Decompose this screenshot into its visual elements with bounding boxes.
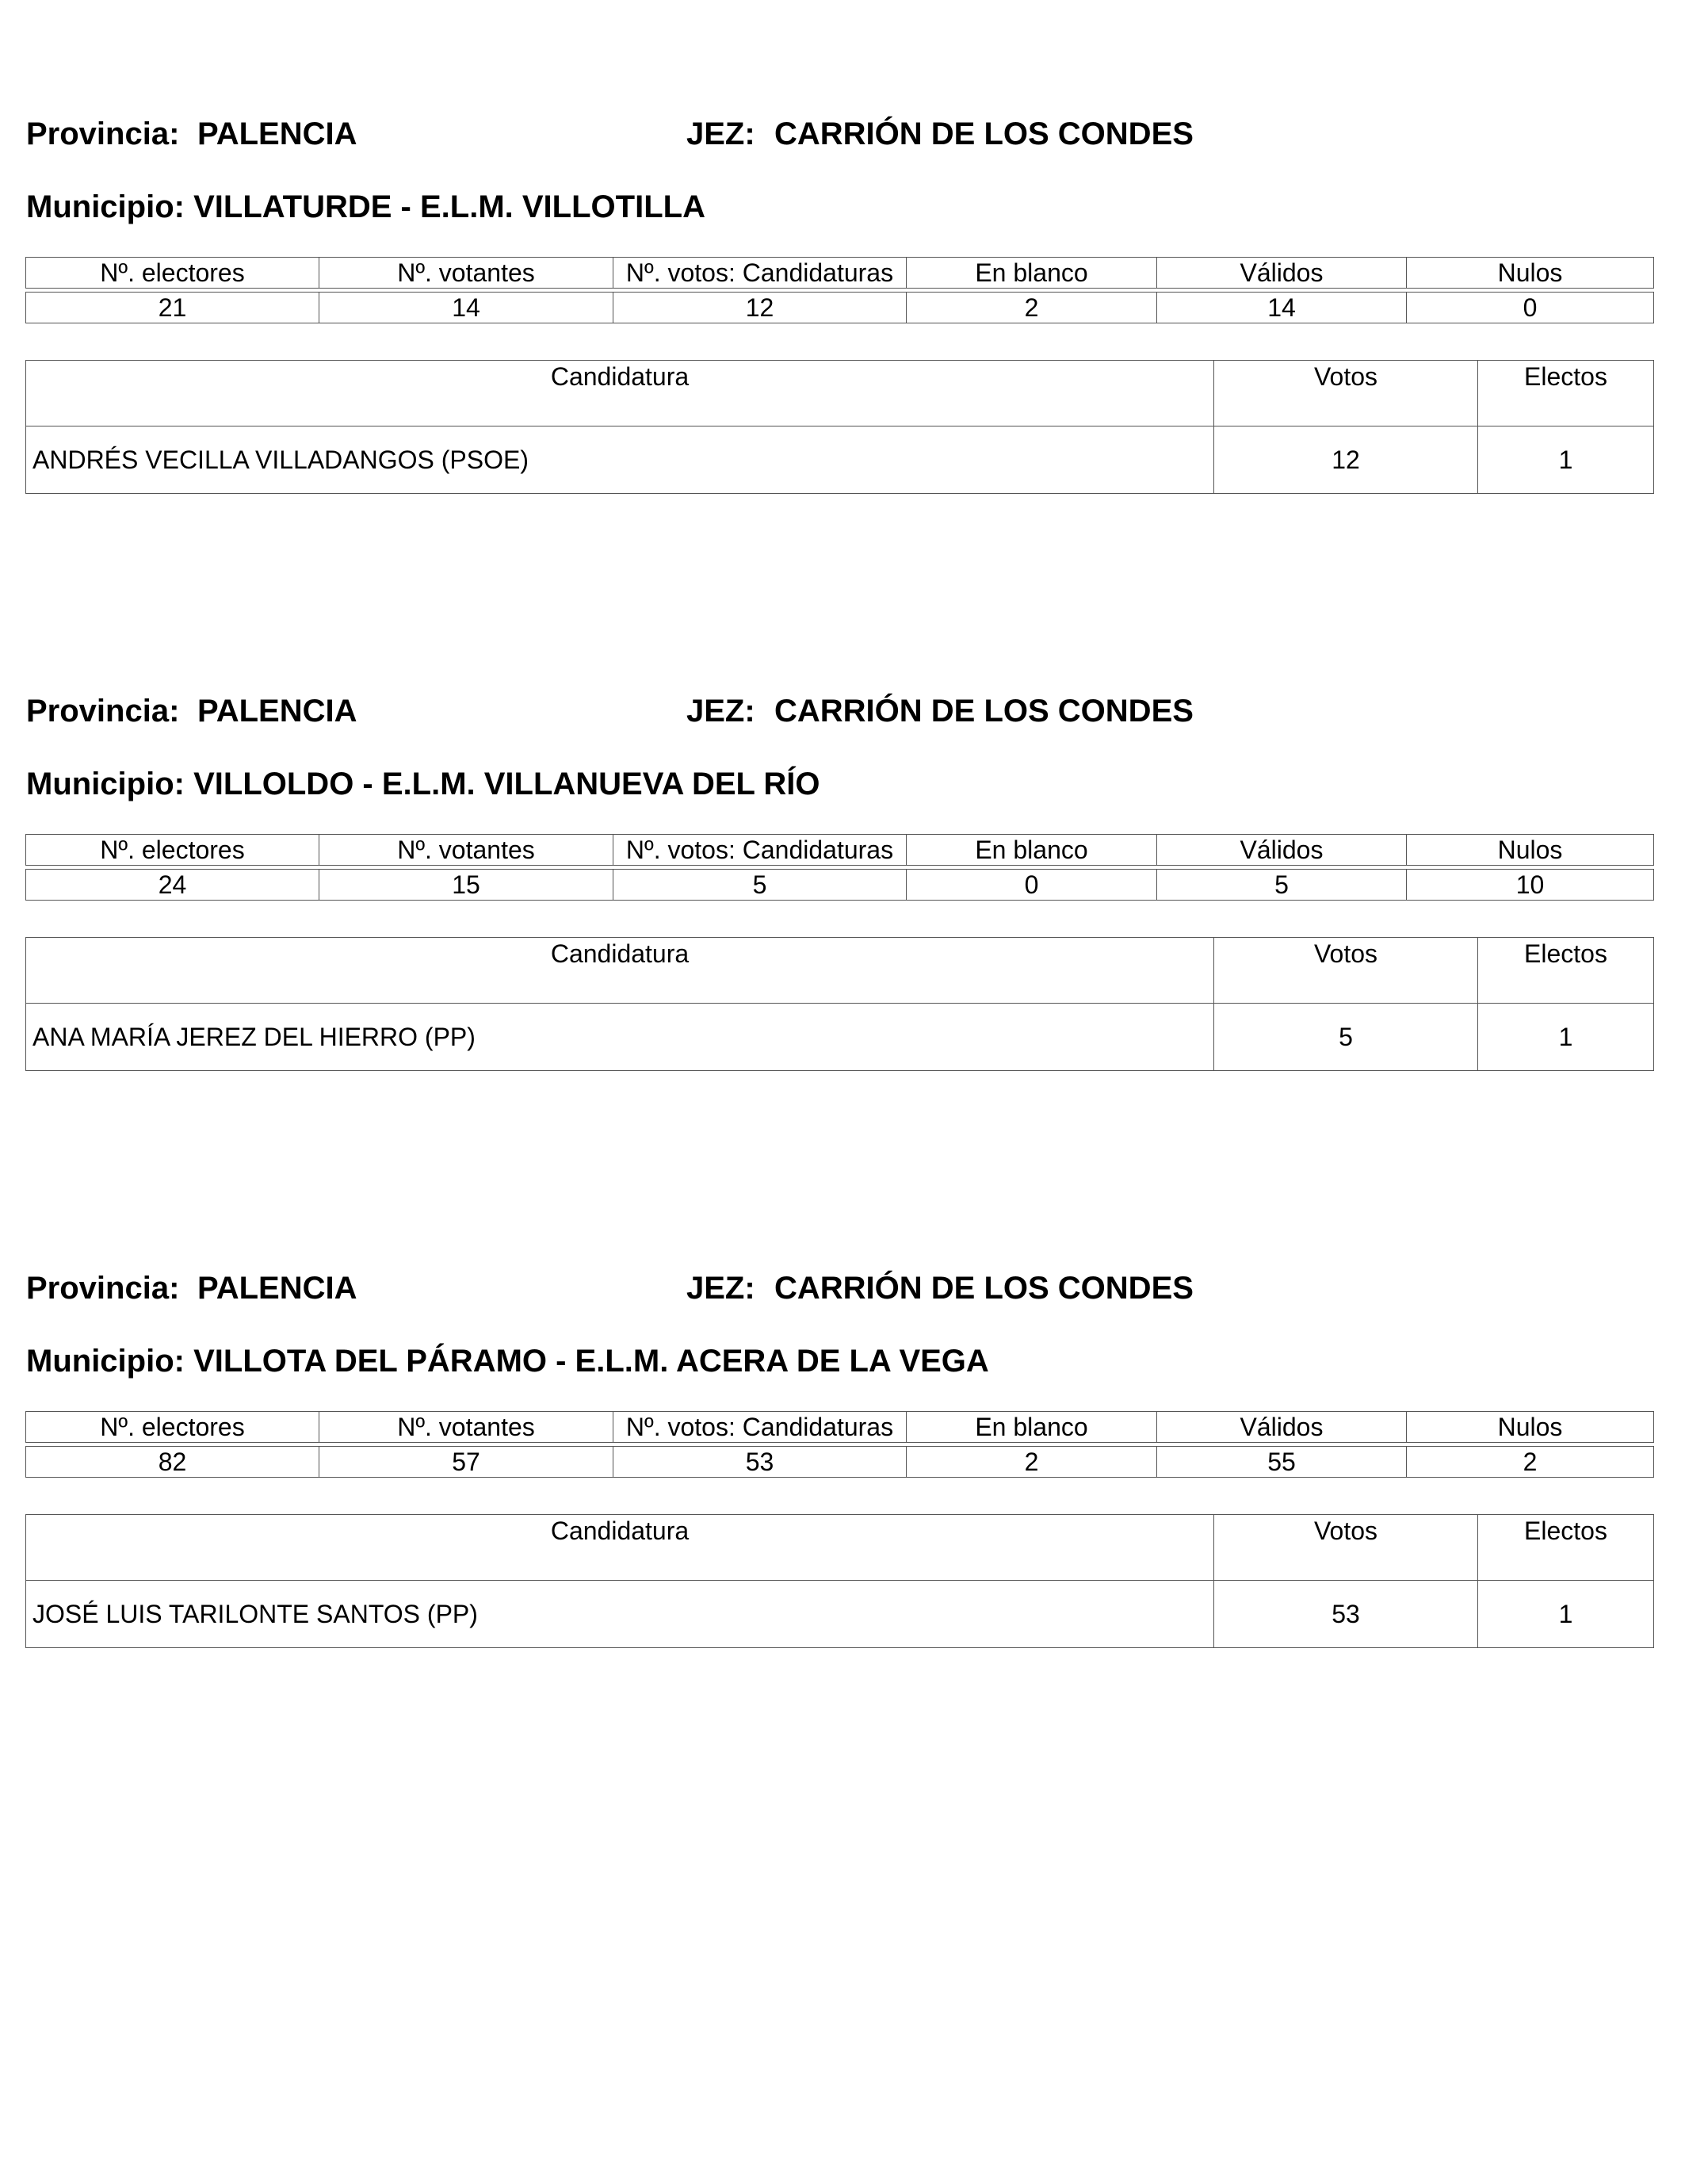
stats-header-cell: Nº. votantes bbox=[319, 1412, 613, 1443]
candidatura-table bbox=[25, 937, 1654, 1071]
stats-header-row bbox=[26, 835, 1654, 866]
stats-header-cell: Nº. electores bbox=[26, 258, 319, 289]
municipio-value: VILLOTA DEL PÁRAMO - E.L.M. ACERA DE LA VEGA bbox=[193, 1344, 989, 1379]
votos-header: Votos bbox=[1214, 361, 1478, 426]
provincia-value: PALENCIA bbox=[197, 117, 357, 151]
stats-header-cell: En blanco bbox=[907, 1412, 1157, 1443]
stats-value-cell: 0 bbox=[907, 870, 1157, 901]
candidatura-electos: 1 bbox=[1478, 1581, 1654, 1648]
stats-header-cell: Nº. electores bbox=[26, 1412, 319, 1443]
stats-value-cell: 2 bbox=[1407, 1447, 1654, 1478]
municipio-title bbox=[26, 1342, 989, 1380]
stats-header-cell: Nº. votos: Candidaturas bbox=[613, 1412, 907, 1443]
stats-value-cell: 53 bbox=[613, 1447, 907, 1478]
stats-header-row bbox=[26, 1412, 1654, 1443]
jez-value: CARRIÓN DE LOS CONDES bbox=[774, 1271, 1194, 1306]
candidatura-header-row bbox=[26, 361, 1654, 426]
candidatura-header: Candidatura bbox=[26, 938, 1214, 1004]
stats-header-cell: Nº. votantes bbox=[319, 258, 613, 289]
stats-value-cell: 14 bbox=[1157, 293, 1407, 323]
stats-value-cell: 0 bbox=[1407, 293, 1654, 323]
stats-header-row bbox=[26, 258, 1654, 289]
stats-header-cell: Válidos bbox=[1157, 1412, 1407, 1443]
stats-value-row bbox=[26, 293, 1654, 323]
stats-header-cell: Nulos bbox=[1407, 1412, 1654, 1443]
electos-header: Electos bbox=[1478, 361, 1654, 426]
stats-header-cell: En blanco bbox=[907, 258, 1157, 289]
stats-value-cell: 2 bbox=[907, 1447, 1157, 1478]
stats-value-cell: 12 bbox=[613, 293, 907, 323]
stats-value-row bbox=[26, 1447, 1654, 1478]
stats-value-cell: 14 bbox=[319, 293, 613, 323]
jez-label: JEZ: bbox=[686, 694, 755, 729]
electos-header: Electos bbox=[1478, 1515, 1654, 1581]
jez-value: CARRIÓN DE LOS CONDES bbox=[774, 117, 1194, 151]
municipio-value: VILLATURDE - E.L.M. VILLOTILLA bbox=[193, 189, 705, 224]
votos-header: Votos bbox=[1214, 1515, 1478, 1581]
electos-header: Electos bbox=[1478, 938, 1654, 1004]
candidatura-row bbox=[26, 426, 1654, 494]
jez-label: JEZ: bbox=[686, 1271, 755, 1306]
stats-value-cell: 2 bbox=[907, 293, 1157, 323]
provincia-value: PALENCIA bbox=[197, 694, 357, 729]
jez-label: JEZ: bbox=[686, 117, 755, 151]
candidatura-row bbox=[26, 1004, 1654, 1071]
candidatura-votos: 5 bbox=[1214, 1004, 1478, 1071]
stats-value-cell: 21 bbox=[26, 293, 319, 323]
votos-header: Votos bbox=[1214, 938, 1478, 1004]
stats-header-cell: Válidos bbox=[1157, 258, 1407, 289]
candidatura-header: Candidatura bbox=[26, 361, 1214, 426]
stats-header-cell: Nulos bbox=[1407, 258, 1654, 289]
candidatura-table bbox=[25, 1514, 1654, 1648]
municipio-label: Municipio: bbox=[26, 767, 185, 801]
candidatura-header-row bbox=[26, 938, 1654, 1004]
candidatura-name: ANDRÉS VECILLA VILLADANGOS (PSOE) bbox=[26, 426, 1214, 494]
candidatura-header-row bbox=[26, 1515, 1654, 1581]
municipio-title bbox=[26, 188, 705, 226]
candidatura-name: ANA MARÍA JEREZ DEL HIERRO (PP) bbox=[26, 1004, 1214, 1071]
stats-header-cell: Nº. votos: Candidaturas bbox=[613, 835, 907, 866]
stats-header-cell: Nº. votantes bbox=[319, 835, 613, 866]
provincia-label: Provincia: bbox=[26, 117, 180, 151]
provincia-label: Provincia: bbox=[26, 694, 180, 729]
candidatura-table bbox=[25, 360, 1654, 494]
candidatura-votos: 12 bbox=[1214, 426, 1478, 494]
municipio-title bbox=[26, 765, 820, 803]
stats-value-cell: 10 bbox=[1407, 870, 1654, 901]
stats-value-cell: 15 bbox=[319, 870, 613, 901]
jez-value: CARRIÓN DE LOS CONDES bbox=[774, 694, 1194, 729]
municipio-label: Municipio: bbox=[26, 189, 185, 224]
stats-value-cell: 55 bbox=[1157, 1447, 1407, 1478]
provincia-value: PALENCIA bbox=[197, 1271, 357, 1306]
candidatura-electos: 1 bbox=[1478, 1004, 1654, 1071]
stats-value-row bbox=[26, 870, 1654, 901]
candidatura-header: Candidatura bbox=[26, 1515, 1214, 1581]
stats-header-cell: En blanco bbox=[907, 835, 1157, 866]
candidatura-name: JOSÉ LUIS TARILONTE SANTOS (PP) bbox=[26, 1581, 1214, 1648]
municipio-value: VILLOLDO - E.L.M. VILLANUEVA DEL RÍO bbox=[193, 767, 820, 801]
stats-table bbox=[25, 834, 1654, 901]
municipio-label: Municipio: bbox=[26, 1344, 185, 1379]
stats-header-cell: Nº. electores bbox=[26, 835, 319, 866]
stats-value-cell: 5 bbox=[613, 870, 907, 901]
stats-value-cell: 5 bbox=[1157, 870, 1407, 901]
stats-value-cell: 82 bbox=[26, 1447, 319, 1478]
stats-value-cell: 57 bbox=[319, 1447, 613, 1478]
stats-value-cell: 24 bbox=[26, 870, 319, 901]
candidatura-row bbox=[26, 1581, 1654, 1648]
stats-table bbox=[25, 257, 1654, 323]
stats-header-cell: Válidos bbox=[1157, 835, 1407, 866]
provincia-label: Provincia: bbox=[26, 1271, 180, 1306]
candidatura-electos: 1 bbox=[1478, 426, 1654, 494]
stats-header-cell: Nº. votos: Candidaturas bbox=[613, 258, 907, 289]
stats-table bbox=[25, 1411, 1654, 1478]
candidatura-votos: 53 bbox=[1214, 1581, 1478, 1648]
stats-header-cell: Nulos bbox=[1407, 835, 1654, 866]
